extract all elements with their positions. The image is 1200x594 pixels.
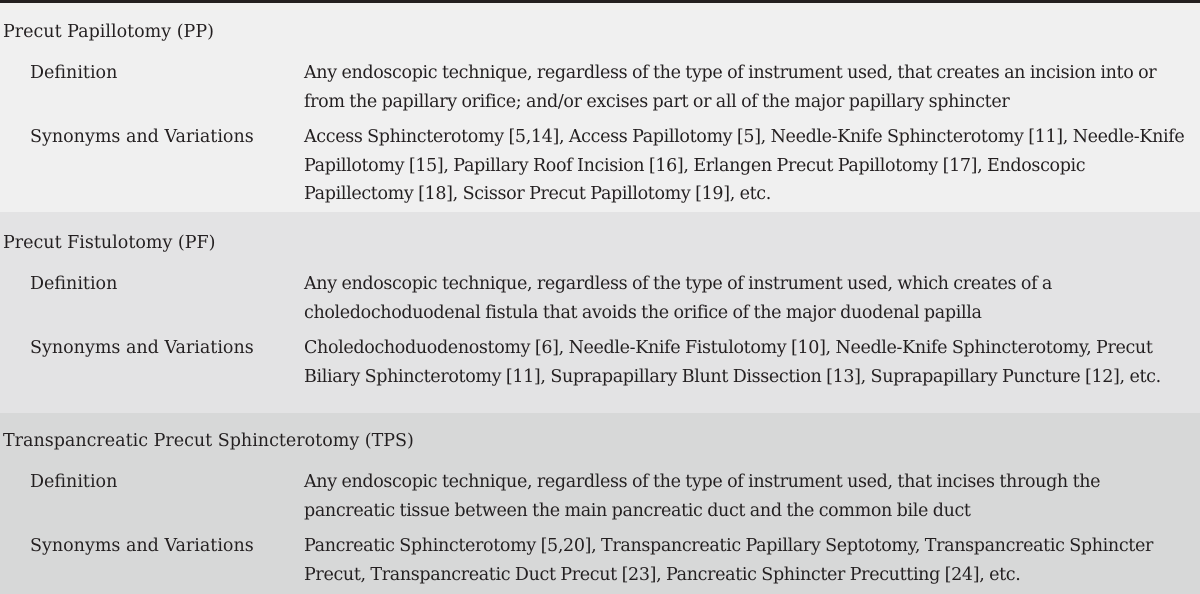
definition-label: Definition — [30, 63, 118, 83]
synonyms-text: Pancreatic Sphincterotomy [5,20], Transpancreatic Papillary Septotomy, Transpancreatic Sphincter Precut, Transpancreatic Duct Precut [23], Pancreatic Sphincter Precutting [24], etc. — [304, 536, 1153, 585]
section-title: Precut Papillotomy (PP) — [3, 22, 214, 42]
definition-text: Any endoscopic technique, regardless of the type of instrument used, that incises through the pancreatic tissue between the main pancreatic duct and the common bile duct — [304, 472, 1101, 521]
definition-text: Any endoscopic technique, regardless of the type of instrument used, that creates an incision into or from the papillary orifice; and/or excises part or all of the major papillary sphincter — [304, 63, 1157, 112]
section-title: Transpancreatic Precut Sphincterotomy (TPS) — [3, 431, 414, 451]
section-transpancreatic-precut-sphincterotomy — [0, 413, 1200, 594]
section-title: Precut Fistulotomy (PF) — [3, 233, 216, 253]
definition-label: Definition — [30, 472, 118, 492]
synonyms-label: Synonyms and Variations — [30, 338, 254, 358]
section-precut-papillotomy — [0, 3, 1200, 212]
synonyms-text: Access Sphincterotomy [5,14], Access Papillotomy [5], Needle-Knife Sphincterotomy [11], Needle-Knife Papillotomy [15], Papillary Roof Incision [16], Erlangen Precut Papillotomy [17], Endoscopic Papillectomy [18], Scissor Precut Papillotomy [19], etc. — [304, 127, 1185, 204]
definition-label: Definition — [30, 274, 118, 294]
synonyms-label: Synonyms and Variations — [30, 127, 254, 147]
section-precut-fistulotomy — [0, 212, 1200, 413]
definition-text: Any endoscopic technique, regardless of the type of instrument used, which creates of a choledochoduodenal fistula that avoids the orifice of the major duodenal papilla — [304, 274, 1053, 323]
synonyms-label: Synonyms and Variations — [30, 536, 254, 556]
synonyms-text: Choledochoduodenostomy [6], Needle-Knife Fistulotomy [10], Needle-Knife Sphincterotomy, Precut Biliary Sphincterotomy [11], Suprapapillary Blunt Dissection [13], Suprapapillary Puncture [12], etc. — [304, 338, 1161, 387]
